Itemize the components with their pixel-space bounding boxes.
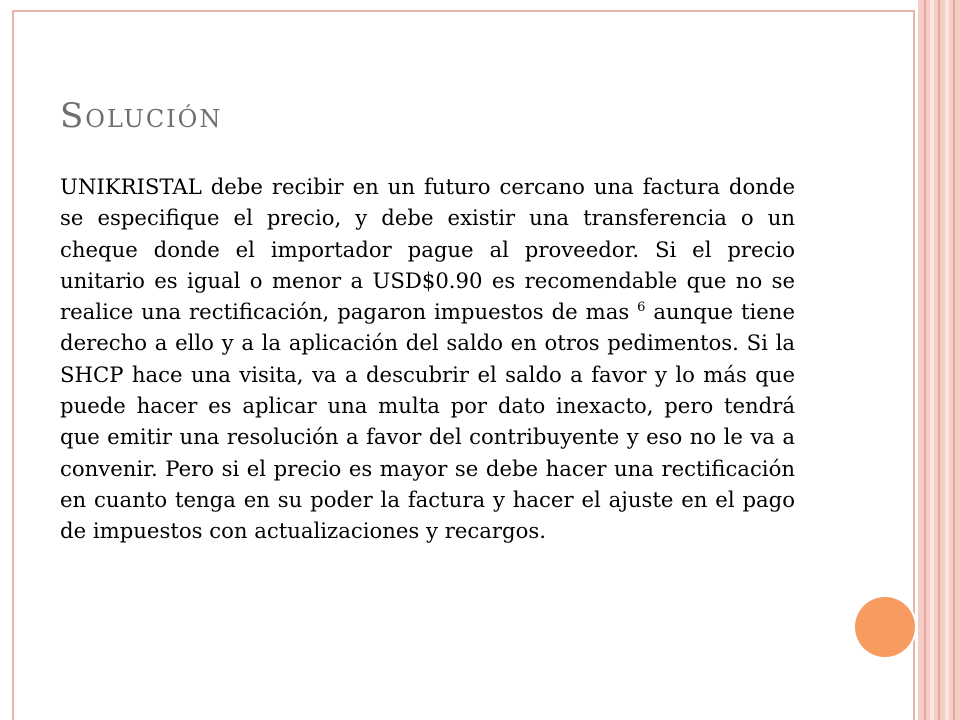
- stripe-line: [938, 0, 940, 720]
- stripe-highlight: [930, 0, 934, 720]
- stripe-line: [924, 0, 926, 720]
- accent-circle-decoration: [855, 597, 915, 657]
- footnote-reference: 6: [637, 300, 646, 316]
- slide-body-text: [60, 171, 795, 547]
- decorative-stripes: [918, 0, 960, 720]
- slide-title: Solución: [60, 96, 223, 136]
- body-text-part-2: aunque tiene derecho a ello y a la aplicación del saldo en otros pedimentos. Si la SHCP hace una visita, va a descubrir el saldo a favor y lo más que puede hacer es aplicar una multa por dato inexacto, pero tendrá que emitir una resolución a favor del contribuyente y eso no le va a convenir. Pero si el precio es mayor se debe hacer una rectificación en cuanto tenga en su poder la factura y hacer el ajuste en el pago de impuestos con actualizaciones y recargos.: [60, 299, 795, 544]
- stripe-line: [953, 0, 955, 720]
- body-text-part-1: UNIKRISTAL debe recibir en un futuro cercano una factura donde se especifique el precio, y debe existir una transferencia o un cheque donde el importador pague al proveedor. Si el precio unitario es igual o menor a USD$0.90 es recomendable que no se realice una rectificación, pagaron impuestos de mas: [60, 174, 795, 325]
- stripe-highlight: [945, 0, 949, 720]
